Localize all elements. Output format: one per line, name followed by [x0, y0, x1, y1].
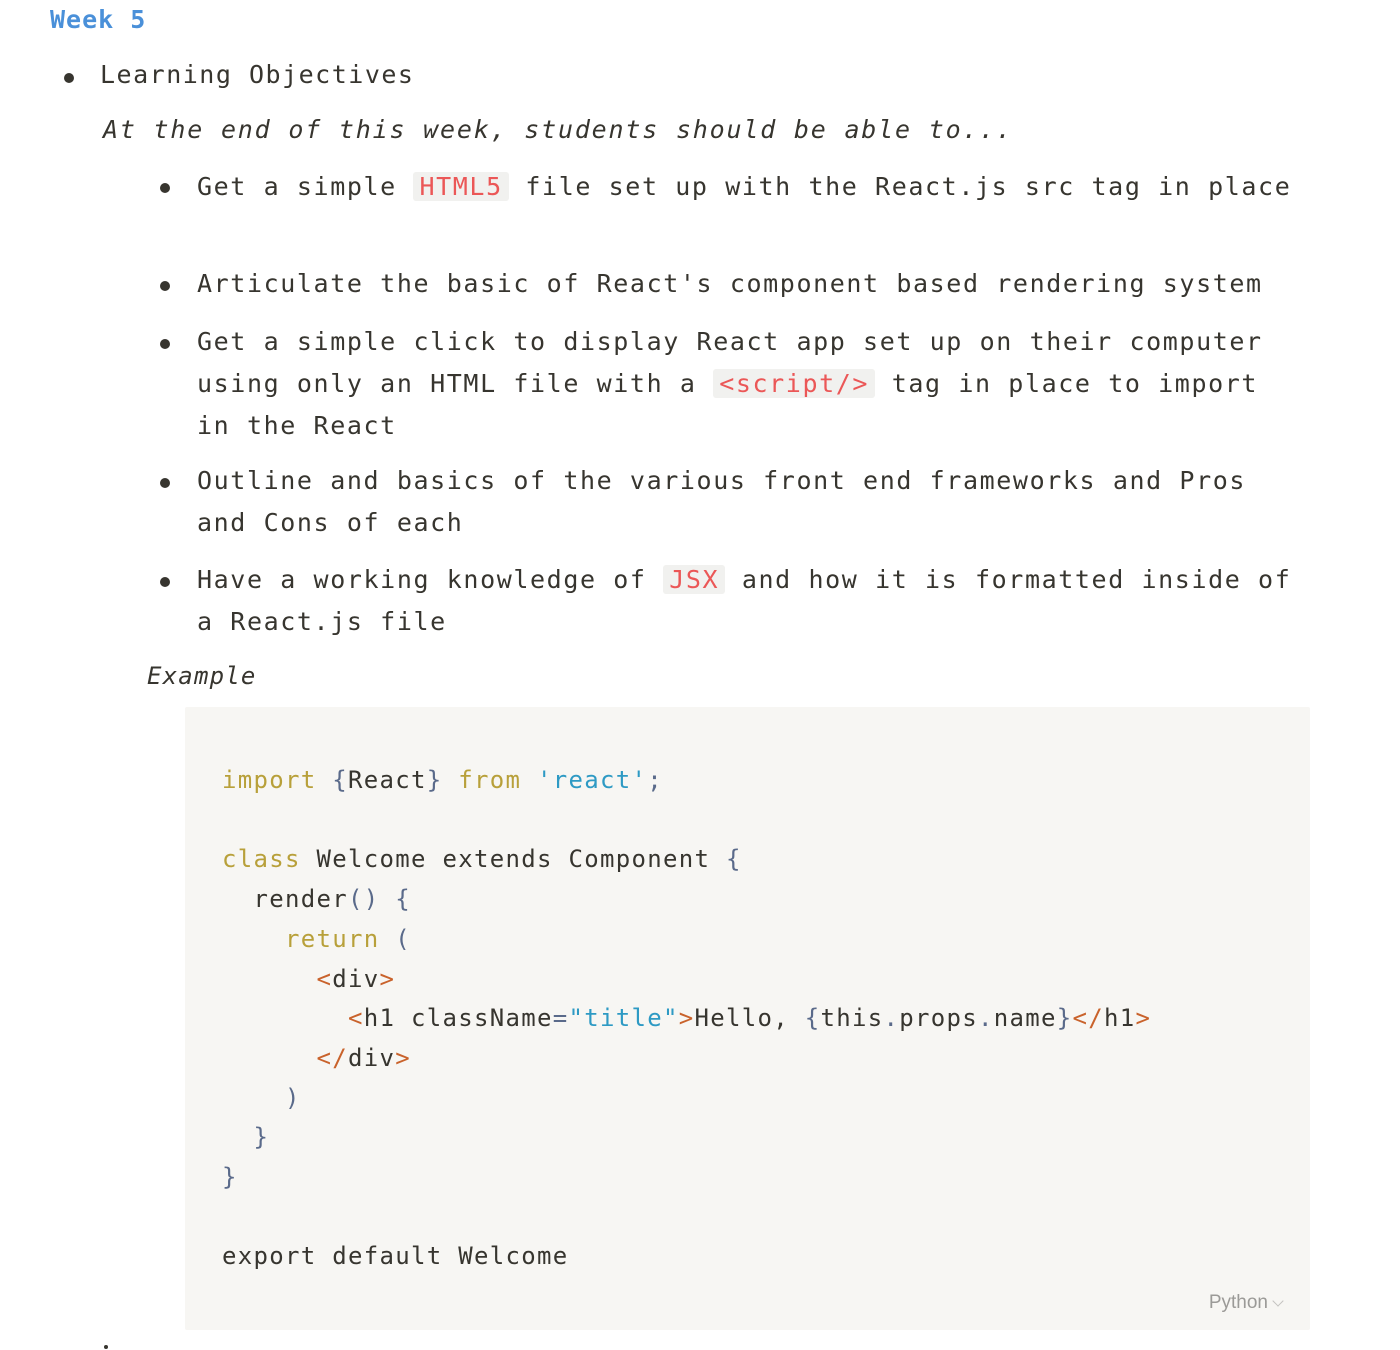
objective-item [197, 559, 1297, 643]
code-line: </div> [316, 1043, 411, 1072]
page-heading: Week 5 [50, 5, 147, 34]
inline-code: HTML5 [413, 172, 508, 201]
objective-text: Get a simple click to display React app set up on their computer using only an HTML file with a [197, 327, 1263, 398]
chevron-down-icon [1272, 1295, 1283, 1306]
code-line: ) [285, 1083, 301, 1112]
inline-code: JSX [663, 565, 725, 594]
inline-code: <script/> [713, 369, 875, 398]
bullet-icon [160, 339, 170, 349]
code-block[interactable] [185, 707, 1310, 1330]
language-select[interactable] [1209, 1292, 1282, 1314]
example-label: Example [147, 662, 257, 690]
code-content[interactable] [222, 761, 1151, 1277]
language-label: Python [1208, 1292, 1268, 1313]
objective-text: tag in place to import in the React [197, 369, 1259, 440]
objective-text: Have a working knowledge of [197, 565, 664, 594]
intro-text: At the end of this week, students should be able to... [103, 115, 1013, 144]
bullet-icon [160, 281, 170, 291]
bullet-icon [160, 183, 170, 193]
code-line: <h1 className="title">Hello, {this.props.name}</h1> [348, 1004, 1152, 1033]
objective-text: file set up with the React.js src tag in place [508, 172, 1292, 201]
code-line: return ( [285, 924, 411, 953]
objective-text: Articulate the basic of React's component based rendering system [197, 269, 1263, 298]
section-title: Learning Objectives [100, 60, 415, 89]
objective-text: Get a simple [197, 172, 414, 201]
bullet-icon [160, 577, 170, 587]
objective-item [197, 166, 1297, 208]
bullet-icon [104, 1345, 108, 1349]
objective-text: and how it is formatted inside of a React.js file [197, 565, 1292, 636]
objective-item [197, 263, 1337, 305]
code-line: import {React} from 'react'; [222, 766, 663, 794]
bullet-icon [64, 73, 74, 83]
objective-item [197, 460, 1297, 544]
code-line: export default Welcome [222, 1242, 569, 1271]
code-line: } [222, 1163, 238, 1192]
code-line: class Welcome extends Component { [222, 845, 742, 874]
code-line: <div> [316, 964, 396, 993]
bullet-icon [160, 478, 170, 488]
code-line: render() { [222, 885, 411, 914]
objective-item [197, 321, 1307, 447]
code-line: } [253, 1123, 270, 1152]
objective-text: Outline and basics of the various front end frameworks and Pros and Cons of each [197, 466, 1247, 537]
